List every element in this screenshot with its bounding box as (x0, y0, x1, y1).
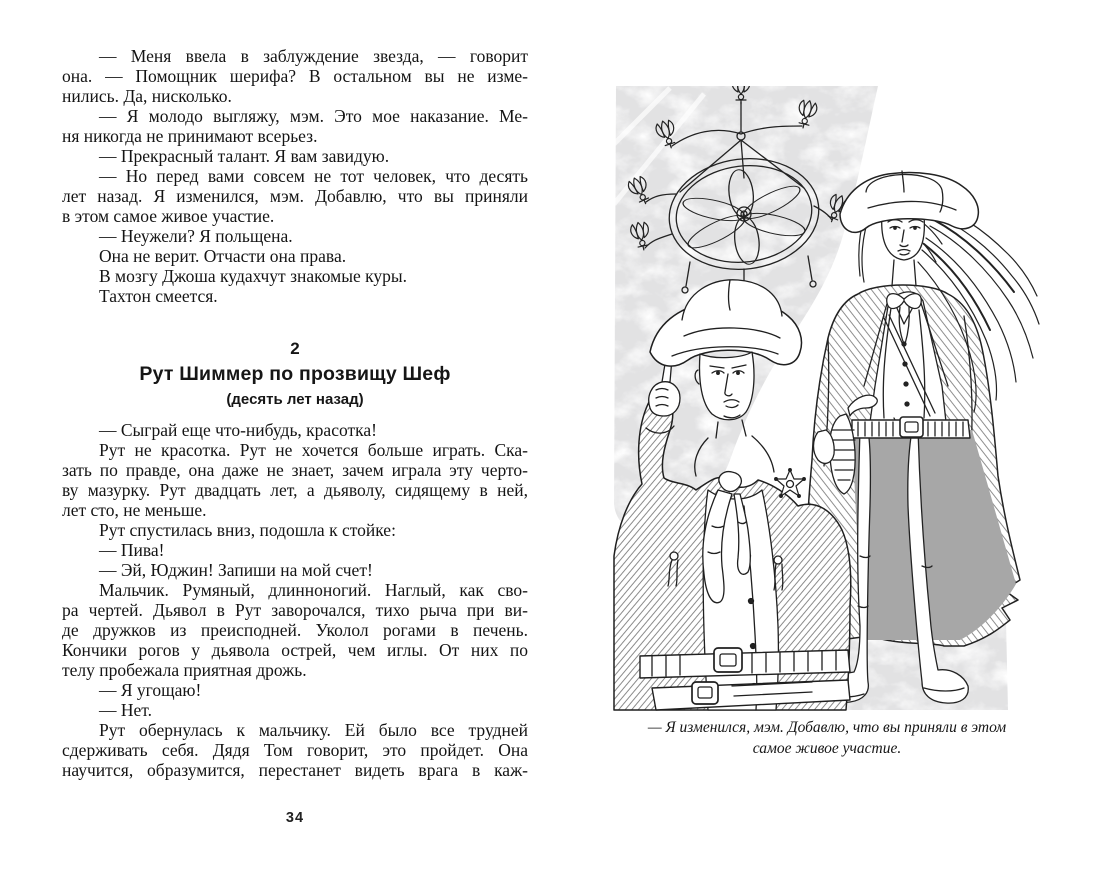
text-line: в этом самое живое участие. (62, 206, 275, 226)
chapter-heading (62, 338, 528, 412)
chapter-number: 2 (290, 339, 300, 358)
text-line: — Я молодо выгляжу, мэм. Это мое наказание. Ме- (99, 106, 528, 126)
illustration (612, 86, 1042, 711)
page-number: 34 (285, 810, 305, 826)
text-line: — Но перед вами совсем не тот человек, что десять (99, 166, 528, 186)
text-line: Рут не красотка. Рут не хочется больше играть. Ска- (99, 440, 528, 460)
text-line: ня никогда не принимают всерьез. (62, 126, 318, 146)
text-line: Она не верит. Отчасти она права. (99, 246, 347, 266)
text-line: — Я угощаю! (99, 680, 202, 700)
text-column-bottom (62, 420, 528, 780)
text-line: зать по правде, она даже не знает, зачем играла эту черто- (62, 460, 528, 480)
text-line: — Нет. (99, 700, 152, 720)
hand (814, 430, 835, 463)
text-line: Рут обернулась к мальчику. Ей было все трудней (99, 720, 528, 740)
left-page (62, 46, 528, 826)
text-line: — Прекрасный талант. Я вам завидую. (99, 146, 390, 166)
text-column-top (62, 46, 528, 306)
text-line: — Сыграй еще что-нибудь, красотка! (99, 420, 377, 440)
text-line: сдерживать себя. Дядя Том говорит, это пройдет. Она (62, 740, 528, 760)
caption-line-1: — Я изменился, мэм. Добавлю, что вы приняли в этом (647, 719, 1007, 736)
text-line: ву мазурку. Рут двадцать лет, а дьяволу, сидящему в ней, (62, 480, 528, 500)
illustration-svg (612, 86, 1042, 711)
text-line: ра чертей. Дьявол в Рут заворочался, тихо рыча при ви- (62, 600, 528, 620)
text-line: В мозгу Джоша кудахчут знакомые куры. (99, 266, 408, 286)
chapter-subtitle: (десять лет назад) (226, 391, 364, 408)
fist (649, 382, 680, 416)
text-line: она. — Помощник шерифа? В остальном вы не изме- (62, 66, 528, 86)
text-line: Тахтон смеется. (99, 286, 218, 306)
text-line: нились. Да, нисколько. (62, 86, 232, 106)
text-line: лет сто, не меньше. (62, 500, 207, 520)
text-line: лет назад. Я изменился, мэм. Добавлю, что вы приняли (62, 186, 528, 206)
text-line: — Меня ввела в заблуждение звезда, — говорит (99, 46, 528, 66)
illustration-caption (612, 717, 1042, 759)
text-line: де дружков из преисподней. Уколол рогами в печень. (62, 620, 528, 640)
text-line: — Эй, Юджин! Запиши на мой счет! (99, 560, 373, 580)
deputy-face (700, 352, 755, 420)
caption-line-2: самое живое участие. (752, 740, 902, 757)
text-line: Рут спустилась вниз, подошла к стойке: (99, 520, 396, 540)
text-line: Мальчик. Румяный, длинноногий. Наглый, как сво- (99, 580, 528, 600)
text-line: научится, образумится, перестанет видеть врага в каж- (62, 760, 528, 780)
text-line: телу пробежала приятная дрожь. (62, 660, 307, 680)
text-line: Кончики рогов у дьявола острей, чем иглы. От них по (62, 640, 528, 660)
chapter-title: Рут Шиммер по прозвищу Шеф (139, 363, 451, 385)
text-line: — Неужели? Я польщена. (99, 226, 293, 246)
text-line: — Пива! (99, 540, 165, 560)
